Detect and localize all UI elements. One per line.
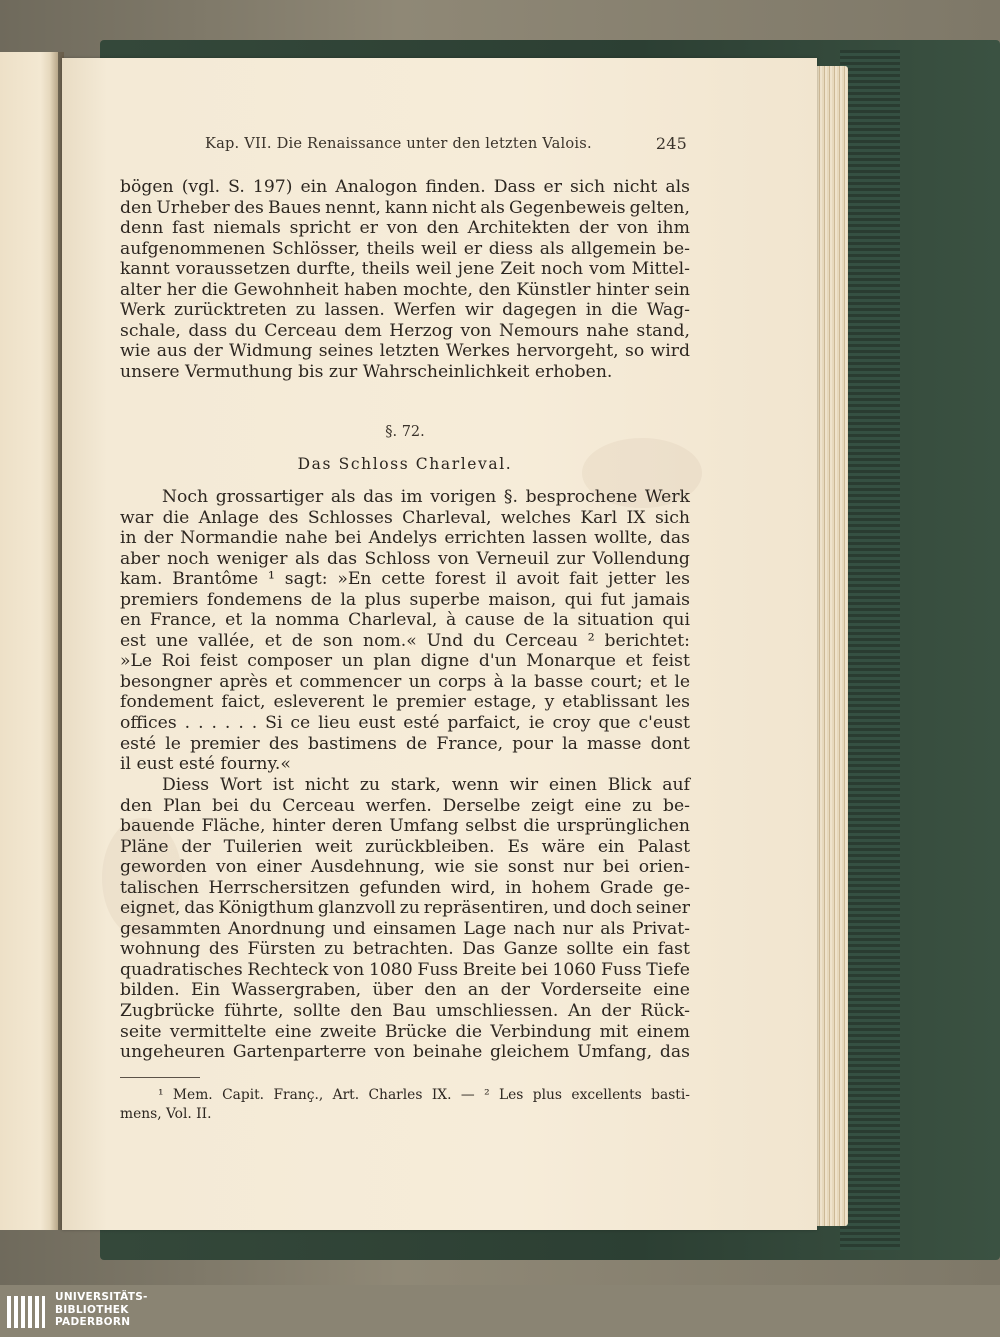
paragraph-plan <box>120 775 690 1063</box>
running-header <box>205 134 687 156</box>
footnote-line: mens, Vol. II. <box>120 1106 212 1122</box>
text-line: premiers fondemens de la plus superbe maison, qui fut jamais <box>120 589 690 610</box>
text-line: wie aus der Widmung seines letzten Werkes hervorgeht, so wird <box>120 341 690 362</box>
library-name-line: UNIVERSITÄTS- <box>55 1291 148 1303</box>
text-line: gesammten Anordnung und einsamen Lage nach nur als Privat- <box>120 918 690 939</box>
text-line: il eust esté fourny.« <box>120 754 291 775</box>
section-number: §. 72. <box>385 424 425 440</box>
text-line: in der Normandie nahe bei Andelys errichten lassen wollte, das <box>120 528 690 549</box>
library-name-line: BIBLIOTHEK <box>55 1303 129 1316</box>
library-logo <box>3 1290 163 1334</box>
paragraph-charleval <box>120 487 690 775</box>
text-line: seite vermittelte eine zweite Brücke die Verbindung mit einem <box>120 1021 690 1042</box>
footnotes <box>120 1086 690 1124</box>
text-line: bauende Fläche, hinter deren Umfang selbst die ursprünglichen <box>120 816 690 837</box>
library-name-line: PADERBORN <box>55 1316 131 1328</box>
text-line: fondement faict, esleverent le premier estage, y etablissant les <box>120 692 690 713</box>
text-line: Zugbrücke führte, sollte den Bau umschliessen. An der Rück- <box>120 1001 690 1022</box>
text-line: alter her die Gewohnheit haben mochte, den Künstler hinter sein <box>120 279 690 300</box>
text-line: »Le Roi feist composer un plan digne d'un Monarque et feist <box>120 651 690 672</box>
text-line: geworden von einer Ausdehnung, wie sie sonst nur bei orien- <box>120 857 690 878</box>
text-line: en France, et la nomma Charleval, à cause de la situation qui <box>120 610 690 631</box>
text-line: Werk zurücktreten zu lassen. Werfen wir dagegen in die Wag- <box>120 300 690 321</box>
text-line: ungeheuren Gartenparterre von beinahe gleichem Umfang, das <box>120 1042 690 1063</box>
footnote-rule <box>120 1077 200 1078</box>
book-cover-edge <box>840 50 900 1250</box>
text-line: war die Anlage des Schlosses Charleval, welches Karl IX sich <box>120 507 690 528</box>
footnote-line: ¹ Mem. Capit. Franç., Art. Charles IX. — ² Les plus excellents basti- <box>158 1087 690 1103</box>
running-title: Kap. VII. Die Renaissance unter den letzten Valois. <box>205 135 592 152</box>
text-line: besongner après et commencer un corps à la basse court; et le <box>120 671 690 692</box>
page-number: 245 <box>655 134 687 153</box>
text-line: wohnung des Fürsten zu betrachten. Das Ganze sollte ein fast <box>120 939 690 960</box>
text-line: den Urheber des Baues nennt, kann nicht als Gegenbeweis gelten, <box>120 197 690 218</box>
text-line: Pläne der Tuilerien weit zurückbleiben. Es wäre ein Palast <box>120 836 690 857</box>
paragraph-continued <box>120 177 690 382</box>
text-line: denn fast niemals spricht er von den Architekten der von ihm <box>120 218 690 239</box>
library-name <box>55 1291 148 1329</box>
text-line: aufgenommenen Schlösser, theils weil er diess als allgemein be- <box>120 238 690 259</box>
page-block-edges <box>812 66 848 1226</box>
text-line: kannt voraussetzen durfte, theils weil jene Zeit noch vom Mittel- <box>120 259 690 280</box>
text-line: talischen Herrschersitzen gefunden wird, in hohem Grade ge- <box>120 877 690 898</box>
text-line: aber noch weniger als das Schloss von Verneuil zur Vollendung <box>120 548 690 569</box>
library-logo-icon <box>5 1292 47 1332</box>
text-line: bögen (vgl. S. 197) ein Analogon finden. Dass er sich nicht als <box>120 177 690 197</box>
text-line: Diess Wort ist nicht zu stark, wenn wir einen Blick auf <box>162 775 690 795</box>
text-line: den Plan bei du Cerceau werfen. Derselbe zeigt eine zu be- <box>120 795 690 816</box>
text-line: schale, dass du Cerceau dem Herzog von Nemours nahe stand, <box>120 320 690 341</box>
text-line: kam. Brantôme ¹ sagt: »En cette forest il avoit fait jetter les <box>120 569 690 590</box>
text-line: est une vallée, et de son nom.« Und du Cerceau ² berichtet: <box>120 630 690 651</box>
text-line: eignet, das Königthum glanzvoll zu repräsentiren, und doch seiner <box>120 898 690 919</box>
section-title: Das Schloss Charleval. <box>297 455 513 473</box>
text-line: unsere Vermuthung bis zur Wahrscheinlichkeit erhoben. <box>120 361 613 382</box>
text-line: esté le premier des bastimens de France, pour la masse dont <box>120 733 690 754</box>
text-line: quadratisches Rechteck von 1080 Fuss Breite bei 1060 Fuss Tiefe <box>120 959 690 980</box>
text-line: bilden. Ein Wassergraben, über den an der Vorderseite eine <box>120 980 690 1001</box>
text-line: Noch grossartiger als das im vorigen §. besprochene Werk <box>162 487 690 507</box>
text-line: offices . . . . . . Si ce lieu eust esté parfaict, ie croy que c'eust <box>120 713 690 734</box>
